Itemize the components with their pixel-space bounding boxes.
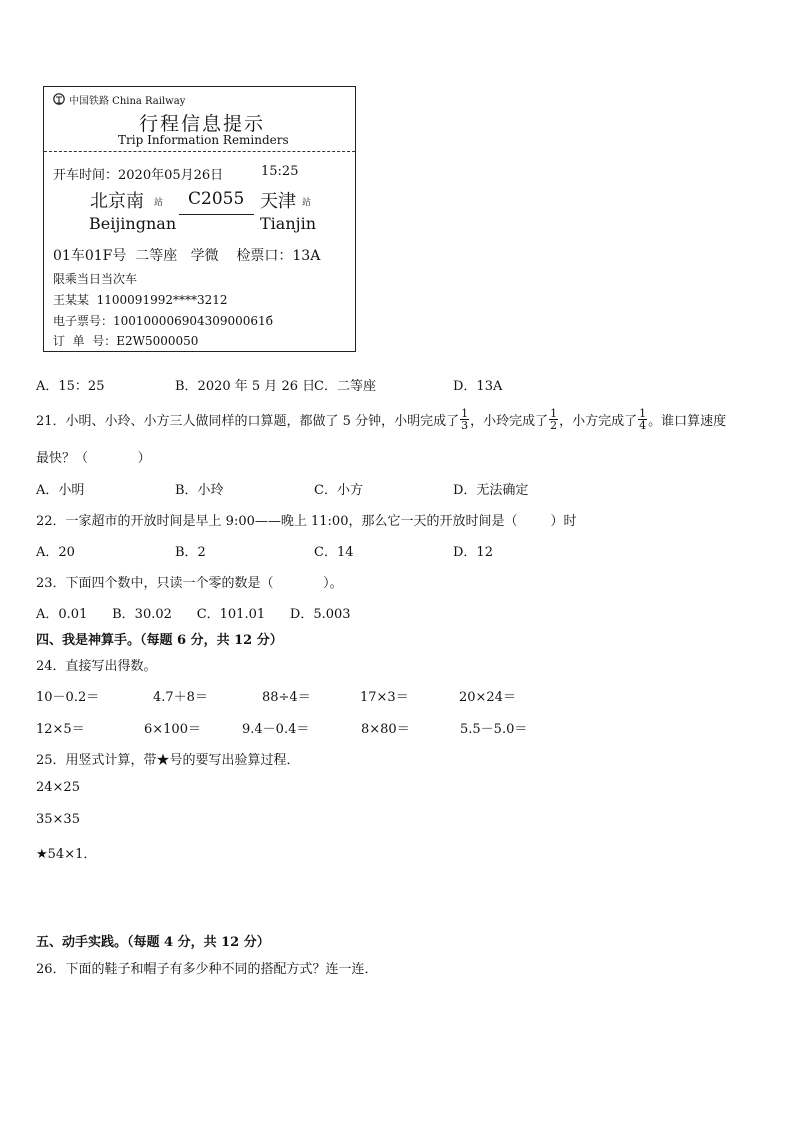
q26-text: 26．下面的鞋子和帽子有多少种不同的搭配方式？连一连． [36,962,378,977]
q21-option-a: A．小明 [36,483,85,498]
to-station-suffix: 站 [302,198,312,208]
q21-part3: ，小方完成了 [559,413,638,429]
q20-option-b: B．2020 年 5 月 26 日 [175,379,316,394]
q25-item-starred: ★54×1． [36,847,97,862]
q24-text: 24．直接写出得数。 [36,659,157,674]
q24-row1-item: 88÷4＝ [262,690,311,705]
q25-text: 25．用竖式计算，带★号的要写出验算过程． [36,753,300,768]
q21-text [36,404,726,434]
depart-time: 15:25 [261,164,299,179]
q23-options: A．0.01 B．30.02 C．101.01 D．5.003 [36,607,351,622]
q22-option-d: D．12 [453,545,493,560]
q23-text: 23．下面四个数中，只读一个零的数是（ ）。 [36,576,343,591]
fraction-one-third: $\frac{1}{3}$ [461,406,469,432]
q20-option-c: C．二等座 [314,379,376,394]
ticket-title-en: Trip Information Reminders [118,133,289,147]
q24-row2-item: 6×100＝ [144,722,201,737]
q25-item: 24×25 [36,780,80,795]
q21-part1: 21．小明、小玲、小方三人做同样的口算题，都做了 5 分钟，小明完成了 [36,413,460,429]
from-station-cn: 北京南 [90,191,144,212]
eticket-number: 电子票号：10010000690430900061б [53,314,273,328]
order-number: 订 单 号：E2W5000050 [53,334,199,348]
q21-part4: 。谁口算速度 [648,413,727,429]
passenger-info: 王某某 1100091992****3212 [53,293,228,307]
q24-row2-item: 5.5－5.0＝ [460,722,528,737]
q24-row2-item: 9.4－0.4＝ [242,722,310,737]
china-railway-logo-icon [53,93,65,105]
fraction-one-half: $\frac{1}{2}$ [550,406,558,432]
depart-date: 2020年05月26日 [118,168,224,183]
from-station-en: Beijingnan [89,214,177,233]
seat-info: 01车01F号 二等座 学微 检票口：13A [53,248,321,264]
q22-option-c: C．14 [314,545,354,560]
ticket-notice: 限乘当日当次车 [53,272,138,286]
q20-option-a: A．15：25 [36,379,105,394]
depart-label: 开车时间： [53,168,119,183]
q21-line2: 最快？（ ） [36,451,151,466]
to-station-cn: 天津 [260,191,296,212]
q21-option-b: B．小玲 [175,483,224,498]
ticket-divider [44,151,355,152]
q21-option-d: D．无法确定 [453,483,529,498]
q24-row1-item: 20×24＝ [459,690,516,705]
q22-option-a: A．20 [36,545,75,560]
from-station-suffix: 站 [154,198,164,208]
q24-row2-item: 8×80＝ [361,722,410,737]
q21-part2: ，小玲完成了 [470,413,549,429]
q24-row1-item: 10－0.2＝ [36,690,100,705]
section-4-heading: 四、我是神算手。（每题 6 分，共 12 分） [36,633,283,648]
train-ticket-image [43,86,356,352]
q22-option-b: B．2 [175,545,206,560]
ticket-header: 中国铁路 China Railway [69,96,186,107]
q24-row1-item: 17×3＝ [360,690,409,705]
q22-text: 22．一家超市的开放时间是早上 9:00——晚上 11:00，那么它一天的开放时间是（ ）时 [36,514,577,529]
q24-row1-item: 4.7＋8＝ [153,690,208,705]
train-number: C2055 [188,189,245,209]
q21-option-c: C．小方 [314,483,363,498]
fraction-one-quarter: $\frac{1}{4}$ [639,406,647,432]
q24-row2-item: 12×5＝ [36,722,85,737]
train-number-underline [179,214,254,215]
to-station-en: Tianjin [260,214,317,233]
q20-option-d: D．13A [453,379,503,394]
ticket-title-cn: 行程信息提示 [139,113,266,135]
q25-item: 35×35 [36,812,80,827]
section-5-heading: 五、动手实践。（每题 4 分，共 12 分） [36,935,270,950]
